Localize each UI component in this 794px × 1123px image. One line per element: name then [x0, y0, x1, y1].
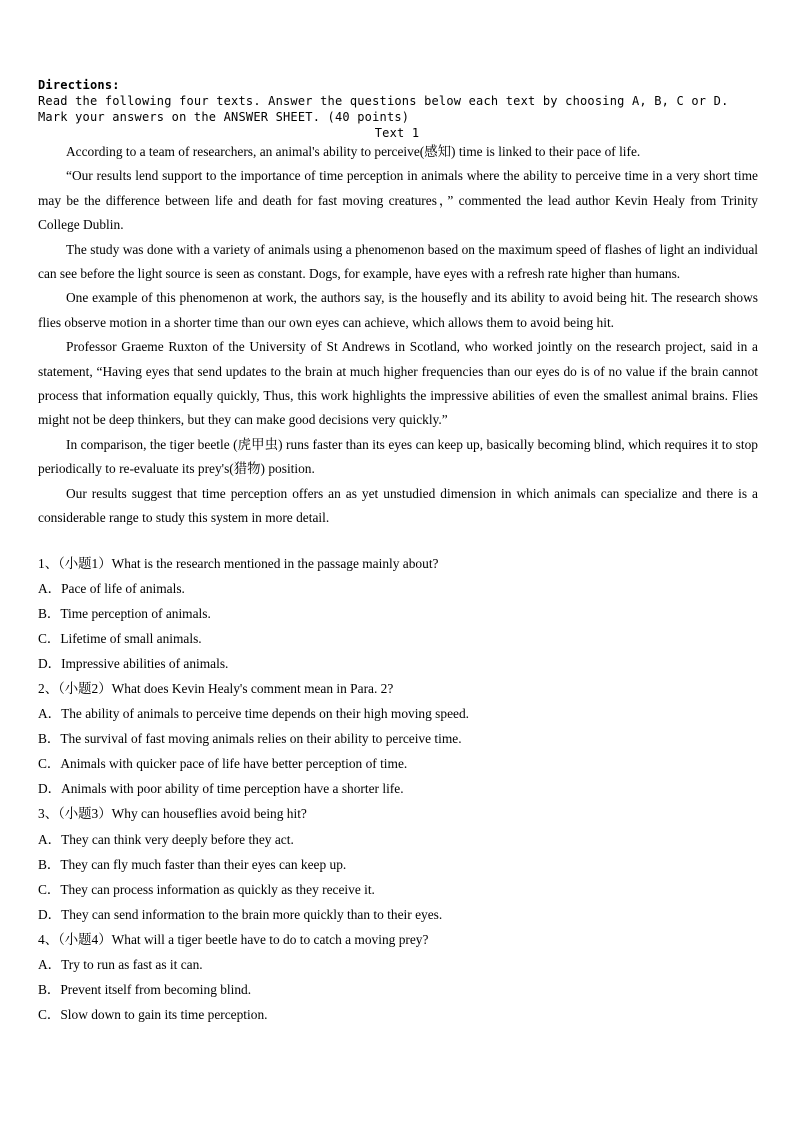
answer-option — [38, 576, 758, 601]
option-text: Slow down to gain its time perception. — [60, 1006, 268, 1022]
answer-option — [38, 852, 758, 877]
answer-option — [38, 1002, 758, 1027]
answer-option — [38, 651, 758, 676]
option-text: The ability of animals to perceive time depends on their high moving speed. — [61, 706, 469, 722]
answer-option — [38, 751, 758, 776]
option-label: C． — [38, 881, 61, 897]
option-label: B． — [38, 981, 61, 997]
option-label: C． — [38, 756, 61, 772]
option-text: Animals with poor ability of time perception have a shorter life. — [61, 781, 404, 797]
option-label: D． — [38, 656, 62, 672]
option-label: B． — [38, 856, 61, 872]
option-text: They can think very deeply before they act. — [61, 831, 294, 847]
paragraph: The study was done with a variety of animals using a phenomenon based on the maximum speed of flashes of light an individual can see before the light source is seen as constant. Dogs, for example, have eyes with a refresh rate higher than humans. — [38, 241, 758, 282]
option-label: D． — [38, 906, 62, 922]
paragraph: Professor Graeme Ruxton of the University of St Andrews in Scotland, who worked jointly on the research project, said in a statement, “Having eyes that send updates to the brain at much higher frequencies than our eyes do is of no value if the brain cannot process that information equally quickly, Thus, this work highlights the impressive abilities of even the smallest animal brains. Flies might not be deep thinkers, but they can make good decisions very quickly.” — [38, 339, 758, 428]
option-text: Time perception of animals. — [60, 606, 211, 622]
paragraph: Our results suggest that time perception offers an as yet unstudied dimension in which animals can specialize and there is a considerable range to study this system in more detail. — [38, 485, 758, 526]
answer-option — [38, 902, 758, 927]
option-text: Try to run as fast as it can. — [61, 956, 203, 972]
answer-option — [38, 726, 758, 751]
paragraph: One example of this phenomenon at work, the authors say, is the housefly and its ability to avoid being hit. The research shows flies observe motion in a shorter time than our own eyes can achieve, which allows them to avoid being hit. — [38, 290, 758, 330]
answer-option — [38, 977, 758, 1002]
option-label: B． — [38, 606, 61, 622]
questions — [38, 551, 758, 1027]
option-text: Lifetime of small animals. — [60, 631, 202, 647]
option-text: Prevent itself from becoming blind. — [60, 981, 252, 997]
option-text: The survival of fast moving animals relies on their ability to perceive time. — [60, 731, 462, 747]
option-label: B． — [38, 731, 61, 747]
answer-option — [38, 776, 758, 801]
answer-option — [38, 877, 758, 902]
answer-option — [38, 601, 758, 626]
option-label: C． — [38, 631, 61, 647]
text-title: Text 1 — [374, 126, 420, 140]
answer-option — [38, 701, 758, 726]
paragraph: According to a team of researchers, an animal's ability to perceive(感知) time is linked to their pace of life. — [66, 144, 641, 159]
option-label: C． — [38, 1006, 61, 1022]
answer-option — [38, 827, 758, 852]
option-label: A． — [38, 956, 62, 972]
option-text: They can send information to the brain more quickly than to their eyes. — [61, 906, 443, 922]
option-text: Animals with quicker pace of life have better perception of time. — [60, 756, 408, 772]
option-text: Impressive abilities of animals. — [61, 656, 229, 672]
question-stem: 1、（小题1）What is the research mentioned in the passage mainly about? — [38, 556, 439, 571]
question-stem: 2、（小题2）What does Kevin Healy's comment mean in Para. 2? — [38, 681, 394, 697]
paragraph: In comparison, the tiger beetle (虎甲虫) runs faster than its eyes can keep up, basically becoming blind, which requires it to stop periodically to re-evaluate its prey's(猎物) position. — [38, 436, 758, 477]
question-stem: 3、（小题3）Why can houseflies avoid being hit? — [38, 806, 307, 822]
directions-title: Directions: — [38, 78, 120, 92]
option-label: D． — [38, 781, 62, 797]
option-label: A． — [38, 581, 62, 597]
option-label: A． — [38, 706, 62, 722]
answer-option — [38, 952, 758, 977]
option-text: Pace of life of animals. — [61, 581, 185, 597]
option-text: They can fly much faster than their eyes can keep up. — [60, 856, 347, 872]
directions-block — [38, 77, 758, 125]
option-text: They can process information as quickly as they receive it. — [60, 881, 375, 897]
passage — [38, 140, 758, 531]
answer-option — [38, 626, 758, 651]
directions-body: Read the following four texts. Answer the questions below each text by choosing A, B, C or D. Mark your answers on the ANSWER SHEET. (40 points) — [38, 94, 729, 124]
paragraph: “Our results lend support to the importance of time perception in animals where the ability to perceive time in a very short time may be the difference between life and death for fast moving creatures，” commented the lead author Kevin Healy from Trinity College Dublin. — [38, 168, 758, 233]
question-stem: 4、（小题4）What will a tiger beetle have to do to catch a moving prey? — [38, 931, 429, 947]
option-label: A． — [38, 831, 62, 847]
